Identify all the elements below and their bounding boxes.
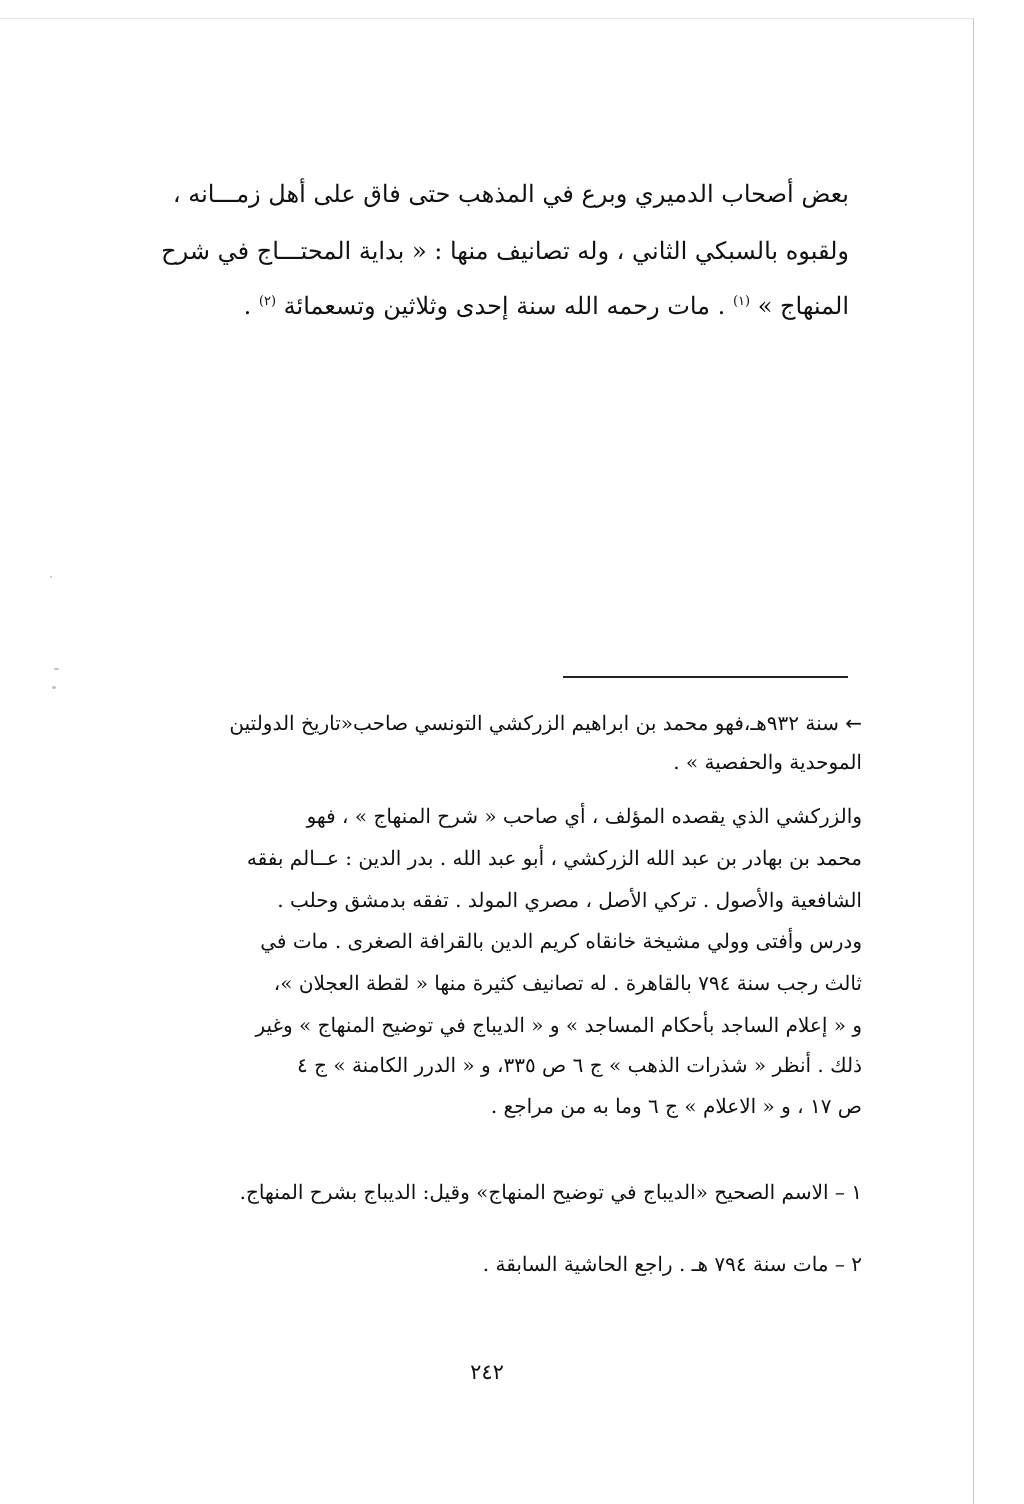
main-text-segment: . [243,292,252,320]
page-number: ٢٤٢ [470,1360,504,1384]
main-text-line-3 [244,292,849,320]
note-line-7: ثالث رجب سنة ٧٩٤ بالقاهرة . له تصانيف كثيرة منها « لقطة العجلان »، [273,971,862,995]
scan-speck [50,576,52,578]
scan-speck [54,668,59,670]
footnote-2: ٢ – مات سنة ٧٩٤ هـ . راجع الحاشية السابقة . [482,1252,862,1276]
footnote-1: ١ – الاسم الصحيح «الديباج في توضيح المنهاج» وقيل: الديباج بشرح المنهاج. [239,1180,862,1204]
page-top-border [0,18,974,19]
main-text-line-2: ولقبوه بالسبكي الثاني ، وله تصانيف منها : « بداية المحتـــاج في شرح [161,237,849,265]
note-line-9: ذلك . أنظر « شذرات الذهب » ج ٦ ص ٣٣٥، و « الدرر الكامنة » ج ٤ [296,1053,862,1077]
note-line-2: الموحدية والحفصية » . [673,750,862,774]
footnote-separator [563,676,848,678]
footnote-reference-2: (٢) [258,294,277,309]
note-line-10: ص ١٧ ، و « الاعلام » ج ٦ وما به من مراجع . [490,1094,862,1118]
main-text-segment: المنهاج » [757,292,849,320]
note-line-6: ودرس وأفتى وولي مشيخة خانقاه كريم الدين بالقرافة الصغرى . مات في [260,929,862,953]
note-line-5: الشافعية والأصول . تركي الأصل ، مصري المولد . تفقه بدمشق وحلب . [277,888,862,912]
main-text-line-1: بعض أصحاب الدميري وبرع في المذهب حتى فاق على أهل زمـــانه ، [172,180,849,208]
note-line-1-text: سنة ٩٣٢هـ،فهو محمد بن ابراهيم الزركشي التونسي صاحب«تاريخ الدولتين [229,711,839,735]
page-right-border [973,18,974,1504]
note-line-8: و « إعلام الساجد بأحكام المساجد » و « الديباج في توضيح المنهاج » وغير [255,1013,862,1037]
main-text-segment: . مات رحمه الله سنة إحدى وثلاثين وتسعمائة [283,292,726,320]
note-line-3: والزركشي الذي يقصده المؤلف ، أي صاحب « شرح المنهاج » ، فهو [306,804,862,828]
footnote-reference-1: (١) [732,294,751,309]
continuation-arrow-icon: ← [845,711,862,735]
scan-speck [52,686,56,689]
note-line-4: محمد بن بهادر بن عبد الله الزركشي ، أبو عبد الله . بدر الدين : عــالم بفقه [246,846,862,870]
note-line-1 [229,711,862,735]
